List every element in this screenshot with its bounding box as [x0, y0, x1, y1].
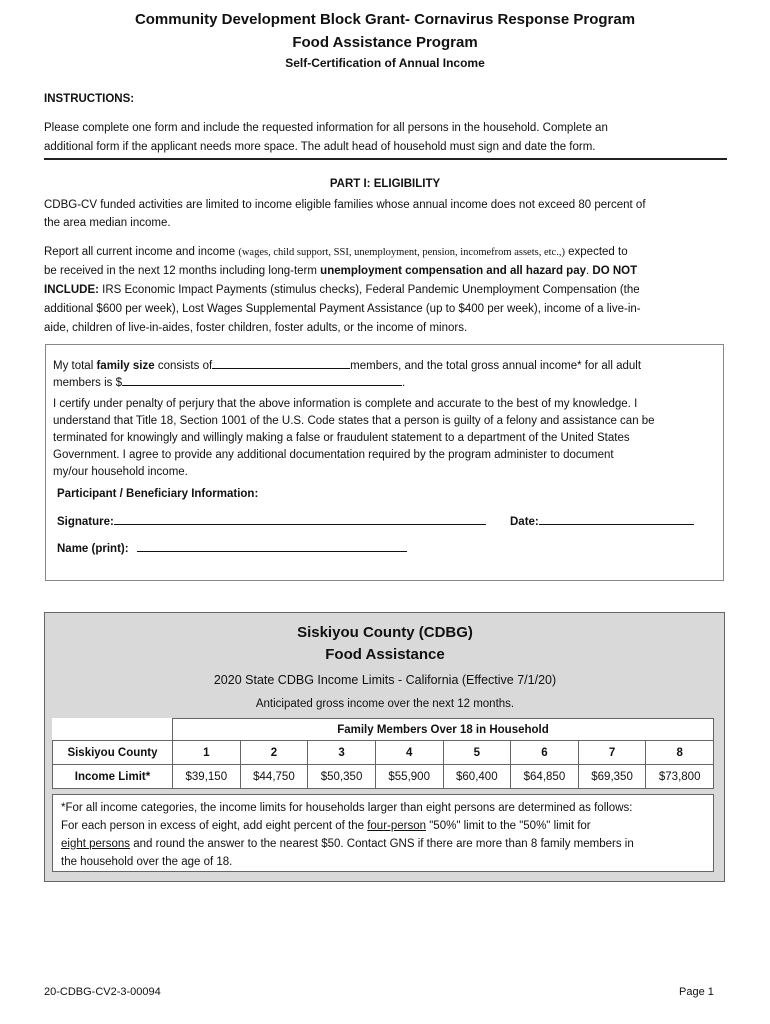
- family-members-header: Family Members Over 18 in Household: [173, 719, 714, 741]
- report-text: .: [586, 265, 593, 277]
- income-limit-cell: $69,350: [578, 765, 646, 789]
- income-text: .: [402, 377, 406, 389]
- family-size-cell: 8: [646, 741, 714, 765]
- unemployment-emphasis: unemployment compensation and all hazard pay: [320, 265, 587, 277]
- table-row: [53, 741, 714, 765]
- family-size-cell: 3: [308, 741, 376, 765]
- name-field[interactable]: [137, 539, 407, 552]
- form-title: Community Development Block Grant- Cornavirus Response Program: [134, 11, 636, 28]
- family-size-text: consists of: [154, 360, 213, 372]
- income-limit-cell: $39,150: [173, 765, 241, 789]
- report-income-line-3: [44, 281, 640, 300]
- date-field[interactable]: [539, 512, 694, 525]
- footnote-line-1: *For all income categories, the income limits for households larger than eight persons are determined as follows:: [61, 802, 633, 814]
- certify-line-2: understand that Title 18, Section 1001 of the U.S. Code states that a person is guilty of a felony and assistance can be: [53, 415, 655, 427]
- report-income-line-2: [44, 262, 637, 281]
- report-income-line-4: additional $600 per week), Lost Wages Supplemental Payment Assistance (up to $400 per week), income of a live-in-: [44, 303, 641, 315]
- family-size-cell: 4: [375, 741, 443, 765]
- eligibility-line-2: the area median income.: [44, 217, 171, 229]
- family-size-emphasis: family size: [96, 360, 155, 372]
- income-amount-line: [53, 373, 405, 393]
- footnote-line-4: the household over the age of 18.: [61, 856, 233, 868]
- date-label: Date:: [510, 516, 539, 528]
- certify-line-1: I certify under penalty of perjury that the above information is complete and accurate to the best of my knowledge. I: [53, 398, 638, 410]
- four-person-emphasis: four-person: [367, 820, 427, 832]
- eligibility-line-1: CDBG-CV funded activities are limited to income eligible families whose annual income does not exceed 80 percent of: [44, 199, 646, 211]
- footnote-text: For each person in excess of eight, add eight percent of the: [61, 820, 368, 832]
- county-row-label: Siskiyou County: [53, 741, 173, 765]
- family-size-cell: 5: [443, 741, 511, 765]
- report-income-line-1: [44, 243, 628, 262]
- instructions-label: INSTRUCTIONS:: [44, 93, 135, 105]
- income-footnote: [52, 794, 714, 872]
- report-text: be received in the next 12 months including long-term: [44, 265, 321, 277]
- report-income-line-5: aide, children of live-in-aides, foster children, foster adults, or the income of minors.: [44, 322, 468, 334]
- income-limit-cell: $64,850: [511, 765, 579, 789]
- section-divider: [44, 158, 727, 160]
- family-size-field[interactable]: [212, 356, 350, 369]
- income-limits-title: 2020 State CDBG Income Limits - California (Effective 7/1/20): [213, 673, 557, 687]
- table-row: [53, 765, 714, 789]
- income-limit-row-label: Income Limit*: [53, 765, 173, 789]
- anticipated-note: Anticipated gross income over the next 12 months.: [255, 698, 515, 710]
- instructions-line-1: Please complete one form and include the requested information for all persons in the household. Complete an: [44, 122, 608, 134]
- signature-row: [57, 512, 486, 532]
- empty-corner-cell: [53, 719, 173, 741]
- do-not-emphasis: DO NOT: [592, 265, 638, 277]
- instructions-line-2: additional form if the applicant needs more space. The adult head of household must sign and date the form.: [44, 141, 596, 153]
- certify-line-3: terminated for knowingly and willingly making a false or fraudulent statement to a department of the United States: [53, 432, 630, 444]
- form-id: 20-CDBG-CV2-3-00094: [44, 986, 161, 998]
- income-limit-cell: $73,800: [646, 765, 714, 789]
- part1-heading: PART I: ELIGIBILITY: [329, 178, 441, 190]
- name-row: [57, 539, 407, 559]
- report-text: Report all current income and income: [44, 246, 239, 258]
- family-size-text: My total: [53, 360, 97, 372]
- program-title: Food Assistance Program: [292, 34, 478, 51]
- footnote-text: and round the answer to the nearest $50. Contact GNS if there are more than 8 family members in: [130, 838, 634, 850]
- family-size-cell: 7: [578, 741, 646, 765]
- certify-line-5: my/our household income.: [53, 466, 188, 478]
- report-text: IRS Economic Impact Payments (stimulus checks), Federal Pandemic Unemployment Compensation (the: [98, 284, 640, 296]
- income-limit-cell: $60,400: [443, 765, 511, 789]
- form-subtitle: Self-Certification of Annual Income: [285, 56, 485, 70]
- food-assistance-title: Food Assistance: [325, 646, 445, 663]
- family-size-cell: 6: [511, 741, 579, 765]
- include-emphasis: INCLUDE:: [44, 284, 99, 296]
- income-types-text: (wages, child support, SSI, unemployment, pension, incomefrom assets, etc.,): [238, 247, 565, 258]
- footnote-line-2: [61, 817, 705, 835]
- county-title: Siskiyou County (CDBG): [297, 624, 473, 641]
- participant-label: Participant / Beneficiary Information:: [57, 488, 259, 500]
- income-text: members, and the total gross annual income* for all adult: [350, 360, 642, 372]
- family-size-cell: 1: [173, 741, 241, 765]
- eight-persons-emphasis: eight persons: [61, 838, 131, 850]
- income-limit-cell: $55,900: [375, 765, 443, 789]
- signature-label: Signature:: [57, 516, 114, 528]
- annual-income-field[interactable]: [122, 373, 402, 386]
- certify-line-4: Government. I agree to provide any additional documentation required by the program administer to document: [53, 449, 614, 461]
- footnote-line-3: [61, 835, 705, 853]
- income-limit-cell: $50,350: [308, 765, 376, 789]
- income-text: members is $: [53, 377, 123, 389]
- date-row: [510, 512, 694, 532]
- income-limit-cell: $44,750: [240, 765, 308, 789]
- page-number: Page 1: [679, 986, 714, 998]
- signature-field[interactable]: [114, 512, 486, 525]
- name-label: Name (print):: [57, 543, 129, 555]
- income-limits-table: [52, 718, 714, 789]
- report-text-end: expected to: [564, 246, 628, 258]
- family-size-cell: 2: [240, 741, 308, 765]
- table-header-row: [53, 719, 714, 741]
- footnote-text: "50%" limit to the "50%" limit for: [426, 820, 591, 832]
